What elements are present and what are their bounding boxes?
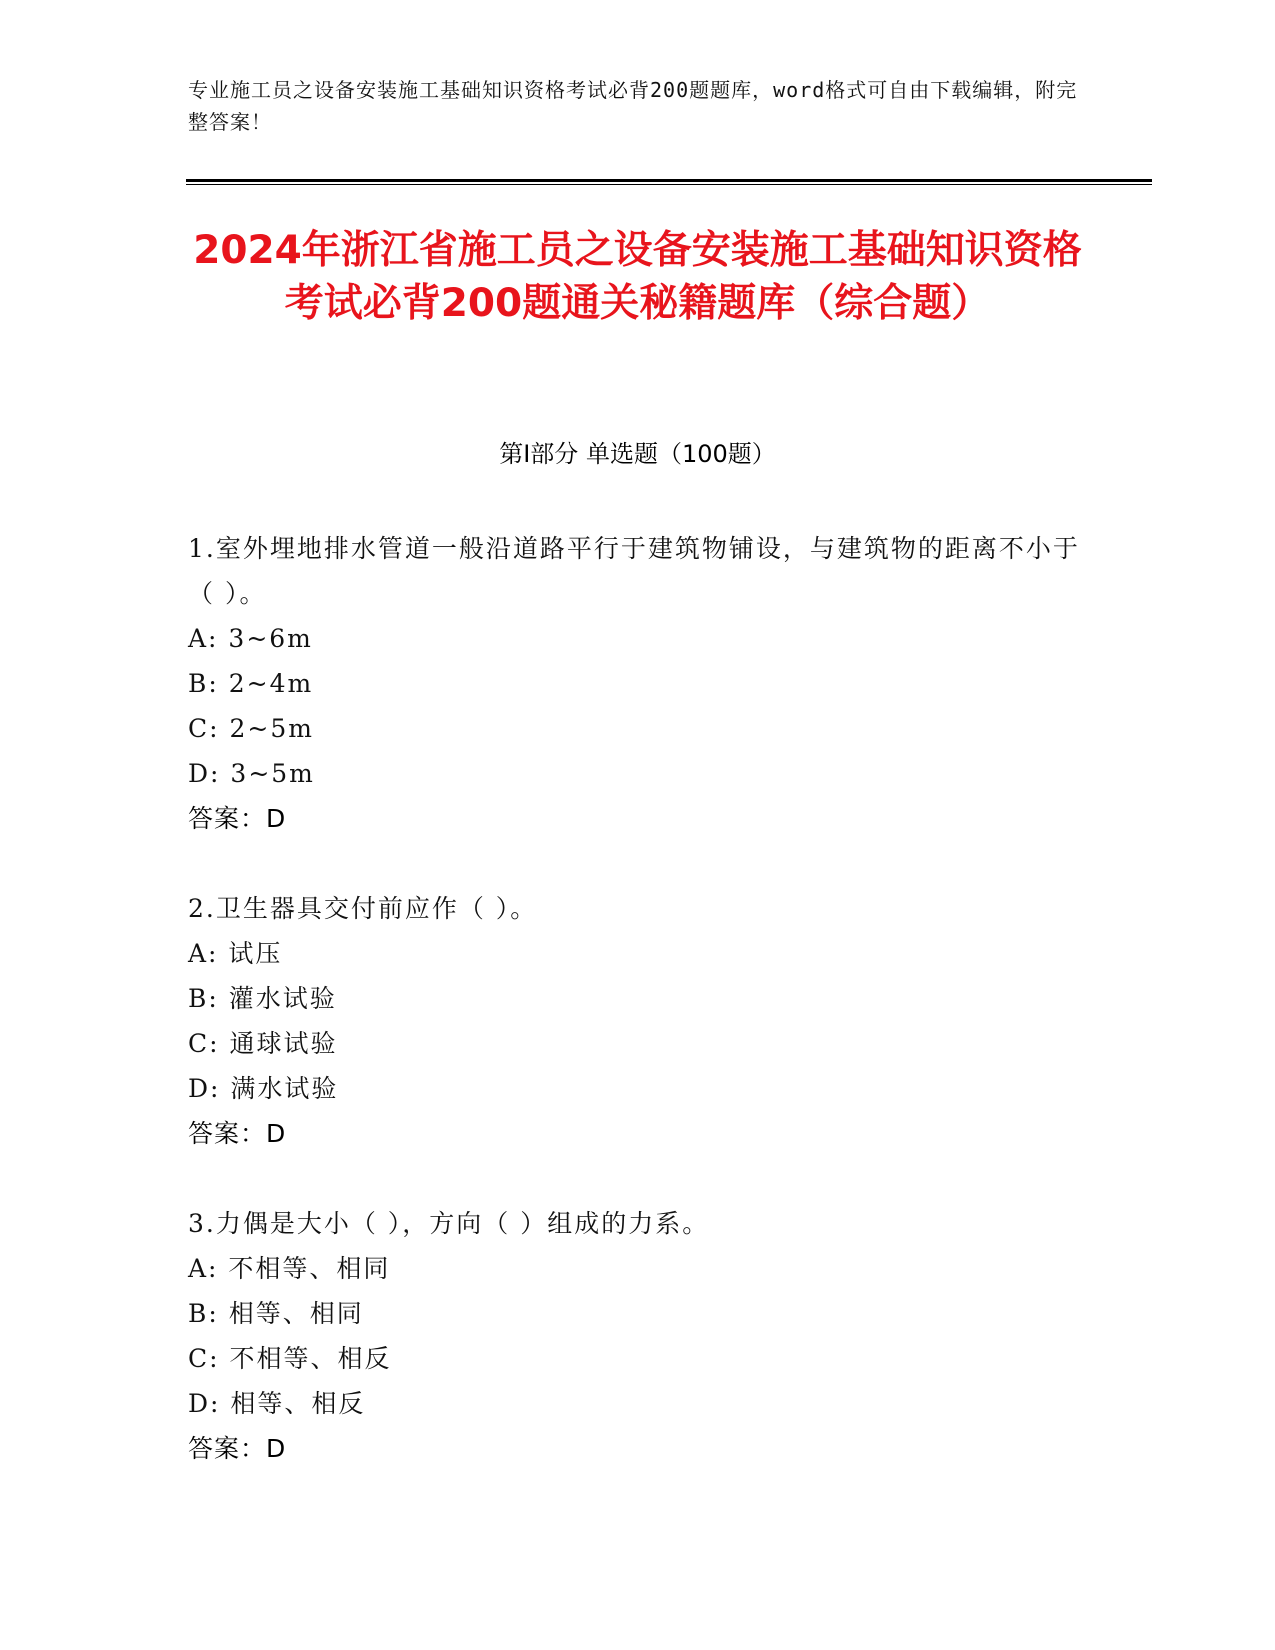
option-c: C: 不相等、相反 (188, 1344, 392, 1373)
answer: 答案：D (188, 1434, 287, 1463)
answer: 答案：D (188, 1119, 287, 1148)
header-divider-thick (186, 179, 1152, 182)
section-title: 第Ⅰ部分 单选题（100题） (499, 440, 776, 468)
option-a: A: 3~6m (188, 624, 313, 653)
question-1 (188, 526, 1088, 841)
option-d: D: 相等、相反 (188, 1389, 366, 1418)
question-2 (188, 886, 1088, 1156)
option-d: D: 满水试验 (188, 1074, 339, 1103)
question-3 (188, 1201, 1088, 1471)
answer: 答案：D (188, 804, 287, 833)
option-d: D: 3~5m (188, 759, 315, 788)
question-stem: 2.卫生器具交付前应作（ ）。 (188, 894, 538, 923)
option-c: C: 2~5m (188, 714, 314, 743)
header-note: 专业施工员之设备安装施工基础知识资格考试必背200题题库，word格式可自由下载编辑，附完整答案！ (188, 78, 1078, 134)
option-b: B: 2~4m (188, 669, 314, 698)
header-divider-thin (186, 184, 1152, 185)
option-b: B: 灌水试验 (188, 984, 337, 1013)
option-b: B: 相等、相同 (188, 1299, 364, 1328)
option-a: A: 不相等、相同 (188, 1254, 391, 1283)
option-c: C: 通球试验 (188, 1029, 338, 1058)
question-stem: 3.力偶是大小（ ），方向（ ）组成的力系。 (188, 1209, 710, 1238)
document-title: 2024年浙江省施工员之设备安装施工基础知识资格考试必背200题通关秘籍题库（综合题） (193, 228, 1082, 326)
question-stem: 1.室外埋地排水管道一般沿道路平行于建筑物铺设，与建筑物的距离不小于（ ）。 (188, 534, 1080, 608)
option-a: A: 试压 (188, 939, 283, 968)
question-list (188, 526, 1088, 1516)
